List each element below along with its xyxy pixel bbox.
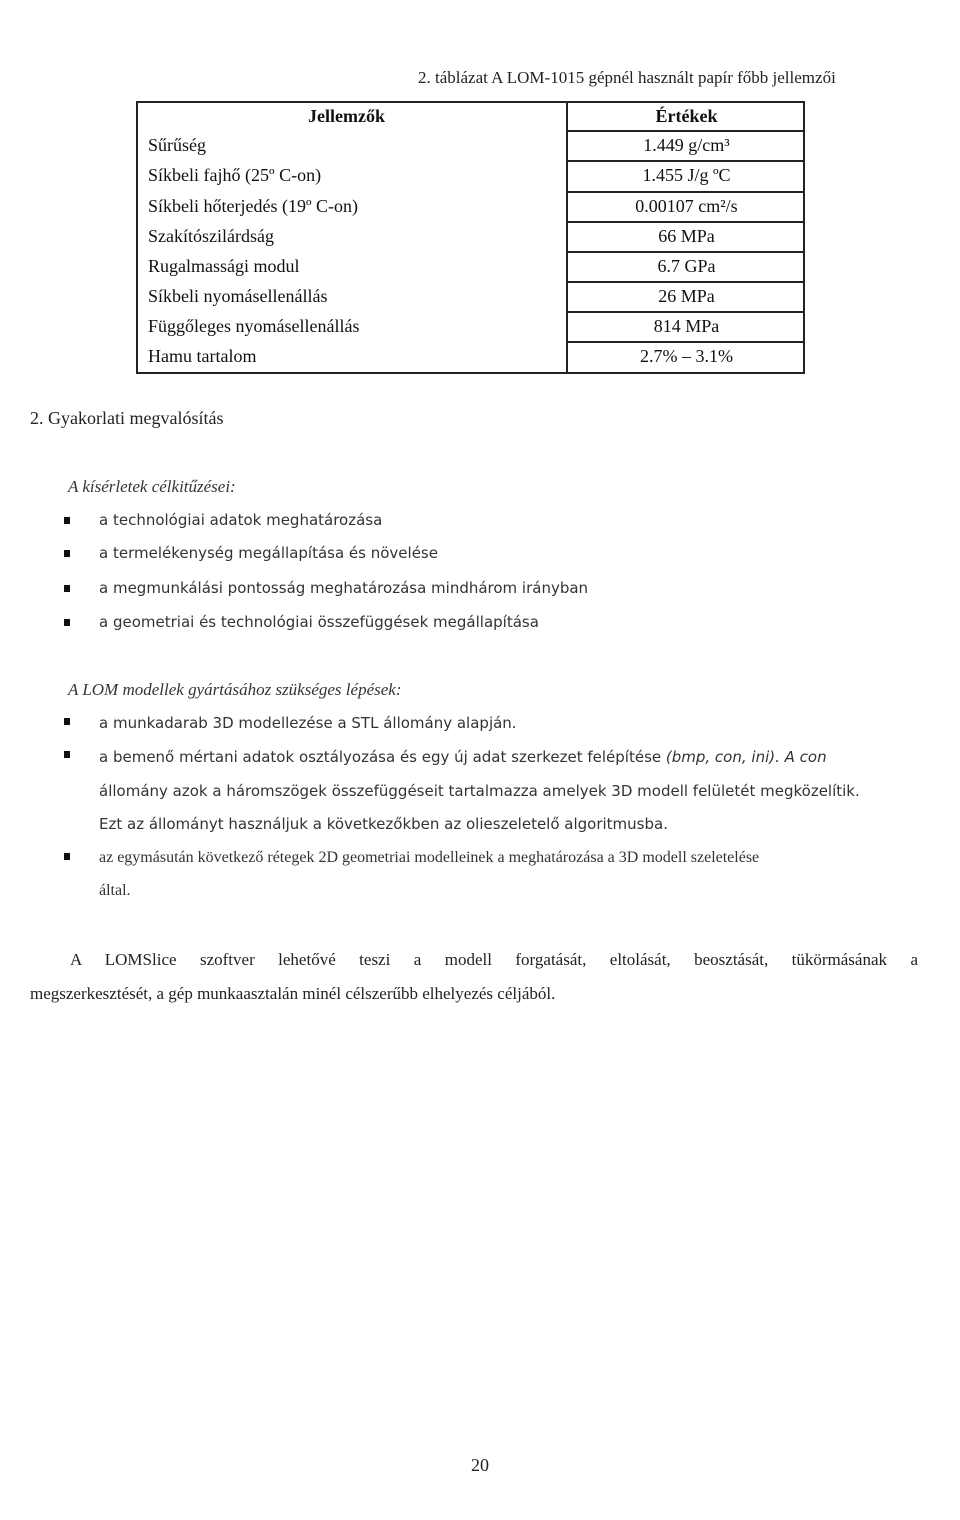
list-item: a termelékenység megállapítása és növelése [99,544,438,562]
table-cell-label: Függőleges nyomásellenállás [148,316,360,336]
table-cell-label: Hamu tartalom [148,346,257,366]
bullet-icon [64,550,70,557]
table-cell-value: 2.7% – 3.1% [640,346,733,366]
bullet-icon [64,585,70,592]
paragraph-line: megszerkesztését, a gép munkaasztalán minél célszerűbb elhelyezés céljából. [30,984,556,1003]
table-row-divider [566,281,803,283]
table-cell-value: 66 MPa [658,226,715,246]
table-cell-value: 1.455 J/g ºC [642,165,731,185]
list-item-continuation: által. [99,882,131,899]
table-cell-label: Rugalmassági modul [148,256,300,276]
steps-intro: A LOM modellek gyártásához szükséges lépések: [68,680,402,699]
paragraph-line: A LOMSlice szoftver lehetővé teszi a modell forgatását, eltolását, beosztását, tükörmásának a [70,950,918,969]
list-item-continuation: Ezt az állományt használjuk a következőkben az olieszeletelő algoritmusba. [99,815,668,833]
table-row-divider [566,160,803,162]
table-cell-value: 6.7 GPa [657,256,716,276]
list-item: a megmunkálási pontosság meghatározása mindhárom irányban [99,579,589,597]
goals-intro: A kísérletek célkitűzései: [68,477,236,496]
table-cell-label: Síkbeli hőterjedés (19º C-on) [148,196,359,216]
table-row-divider [566,311,803,313]
list-item: a technológiai adatok meghatározása [99,511,383,529]
table-row-divider [566,251,803,253]
bullet-icon [64,517,70,524]
table-cell-label: Sűrűség [148,135,206,155]
table-cell-value: 814 MPa [653,316,720,336]
table-cell-label: Síkbeli nyomásellenállás [148,286,328,306]
bullet-icon [64,853,70,860]
table-row-divider [566,221,803,223]
table-cell-value: 0.00107 cm²/s [635,196,738,216]
table-cell-label: Síkbeli fajhő (25º C-on) [148,165,322,185]
table-row-divider [566,130,803,132]
bullet-icon [64,751,70,758]
table-caption: 2. táblázat A LOM-1015 gépnél használt papír főbb jellemzői [418,68,836,87]
list-item-italic-text: (bmp, con, ini). A con [665,748,827,766]
bullet-icon [64,619,70,626]
properties-table [136,101,805,374]
list-item: az egymásután következő rétegek 2D geometriai modelleinek a meghatározása a 3D modell szeletelése [99,849,760,866]
table-row-divider [566,191,803,193]
table-header-properties: Jellemzők [308,106,385,126]
page-number: 20 [471,1455,489,1475]
table-cell-label: Szakítószilárdság [148,226,274,246]
section-title: 2. Gyakorlati megvalósítás [30,408,224,428]
list-item-continuation: állomány azok a háromszögek összefüggéseit tartalmazza amelyek 3D modell felületét megközelítik. [99,782,860,800]
list-item: a geometriai és technológiai összefüggések megállapítása [99,613,539,631]
table-cell-value: 1.449 g/cm³ [643,135,730,155]
list-item: a munkadarab 3D modellezése a STL állomány alapján. [99,714,517,732]
table-row-divider [566,341,803,343]
list-item [99,748,827,766]
table-cell-value: 26 MPa [658,286,715,306]
list-item-text: a bemenő mértani adatok osztályozása és egy új adat szerkezet felépítése [99,748,666,766]
bullet-icon [64,718,70,725]
table-header-values: Értékek [655,106,718,126]
